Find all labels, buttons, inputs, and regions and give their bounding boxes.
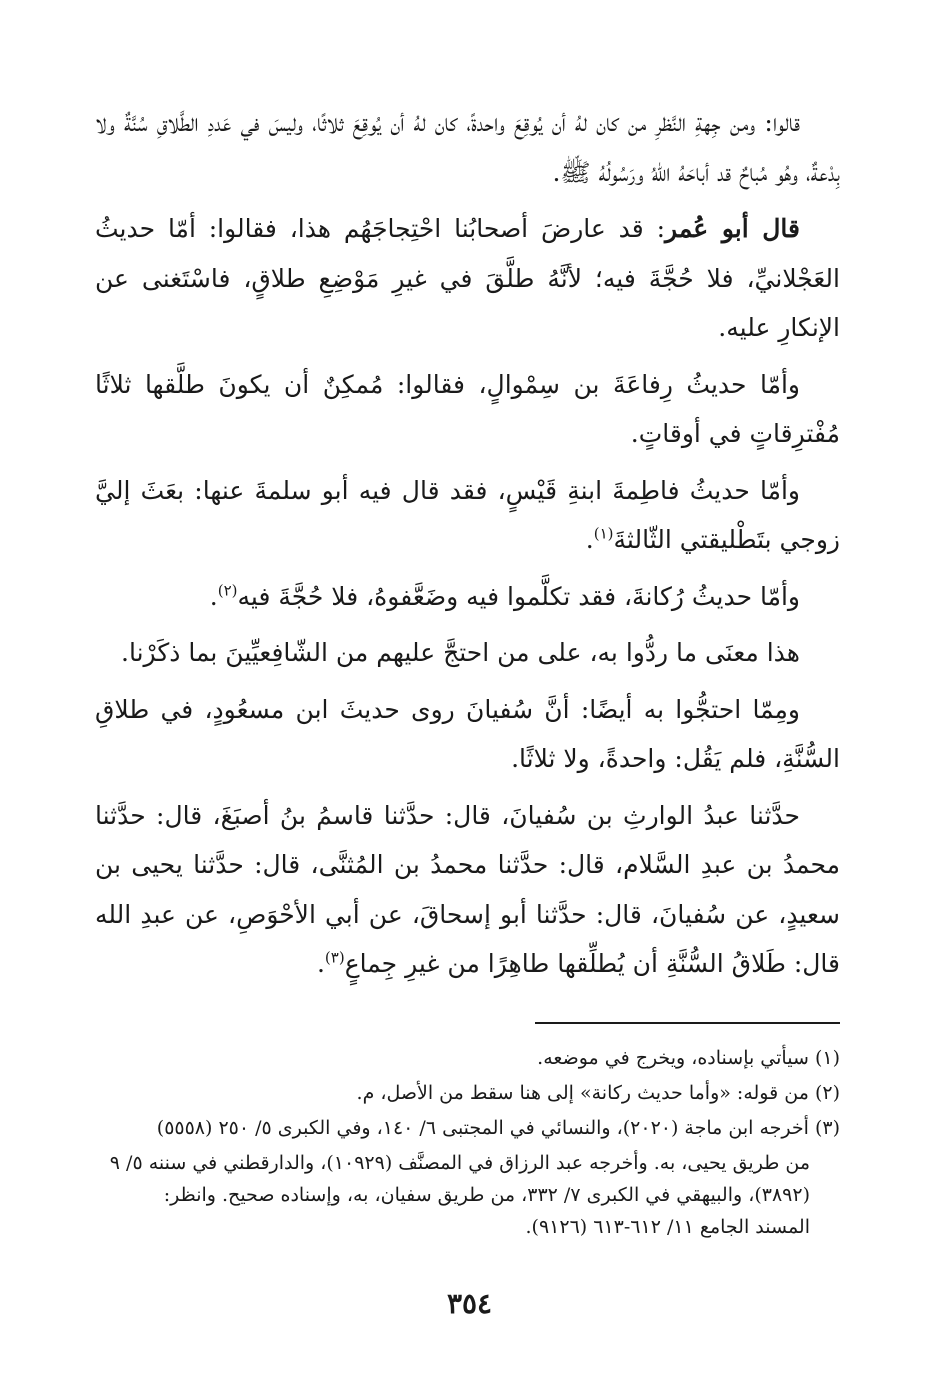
paragraph [95, 204, 840, 353]
footnote-reference: (٣) [324, 948, 345, 967]
paragraph-text: وأمّا حديثُ رُكانةَ، فقد تكلَّموا فيه وضَعَّفوهُ، فلا حُجَّةَ فيه [237, 581, 800, 611]
paragraph [95, 466, 840, 565]
sentence-end: . [316, 949, 325, 978]
footnote-number: (٢) [814, 1082, 840, 1104]
footnotes [95, 1042, 840, 1243]
paragraph-text: وأمّا حديثُ رِفاعَةَ بن سِمْوالٍ، فقالوا: مُمكِنٌ أن يكونَ طلَّقها ثلاثًا مُفْترِقاتٍ في أوقاتٍ. [95, 369, 840, 448]
paragraph [95, 572, 840, 622]
footnote [95, 1112, 840, 1144]
footnote-reference: (١) [593, 524, 614, 543]
paragraph [95, 360, 840, 459]
paragraph [95, 628, 840, 678]
footnote-number: (٣) [814, 1117, 840, 1139]
speaker-lead: قال أبو عُمر [665, 214, 800, 243]
paragraph-text: حدَّثنا عبدُ الوارثِ بن سُفيانَ، قال: حدَّثنا قاسمُ بنُ أصبَغَ، قال: حدَّثنا محمدُ بن عبدِ السَّلام، قال: حدَّثنا محمدُ بن المُثنَّى، قال: حدَّثنا يحيى بن سعيدٍ، عن سُفيانَ، قال: حدَّثنا أبو إسحاقَ، عن أبي الأحْوَصِ، عن عبدِ الله قال: طَلاقُ السُّنَّةِ أن يُطلِّقها طاهِرًا من غيرِ جِماعٍ [95, 800, 840, 978]
paragraph-text: ومِمّا احتجُّوا به أيضًا: أنَّ سُفيانَ روى حديثَ ابن مسعُودٍ، في طلاقِ السُّنَّةِ، فلم يَقُل: واحدةً، ولا ثلاثًا. [95, 694, 840, 773]
footnote [95, 1077, 840, 1109]
main-text [95, 98, 840, 989]
footnote-number: (١) [814, 1047, 840, 1069]
footnote-text: من قوله: «وأما حديث ركانة» إلى هنا سقط من الأصل، م. [356, 1082, 809, 1104]
footnote-separator [535, 1022, 840, 1024]
footnote-continuation: من طريق يحيى، به. وأخرجه عبد الرزاق في المصنَّف (١٠٩٢٩)، والدارقطني في سننه ٥/ ٩ [109, 1152, 810, 1174]
footnote-text: أخرجه ابن ماجة (٢٠٢٠)، والنسائي في المجتبى ٦/ ١٤٠، وفي الكبرى ٥/ ٢٥٠ (٥٥٥٨) [156, 1117, 809, 1139]
page-number: ٣٥٤ [446, 1287, 493, 1320]
paragraph [95, 685, 840, 784]
footnote-text: سيأتي بإسناده، ويخرج في موضعه. [537, 1047, 809, 1069]
paragraph [95, 791, 840, 989]
footnote-continuation: (٣٨٩٢)، والبيهقي في الكبرى ٧/ ٣٣٢، من طريق سفيان، به، وإسناده صحيح. وانظر: [163, 1184, 810, 1206]
page-body [95, 98, 840, 996]
paragraph-text: قالوا: ومن جِهةِ النَّظرِ من كان لهُ أن يُوقِعَ واحدةً، كان لهُ أن يُوقِعَ ثلاثًا، وليسَ في عَددِ الطَّلاقِ سُنَّةٌ ولا بِدْعةٌ، وهُو مُباحٌ قد أباحَهُ اللهُ ورَسُولُهُ ﷺ. [95, 108, 840, 187]
paragraph-text: هذا معنَى ما ردُّوا به، على من احتجَّ عليهم من الشّافِعيِّينَ بما ذكَرْنا. [121, 638, 800, 667]
paragraph-text: : قد عارضَ أصحابُنا احْتِجاجَهُم هذا، فقالوا: أمّا حديثُ العَجْلانيِّ، فلا حُجَّةَ فيه؛ لأنَّهُ طلَّقَ في غيرِ مَوْضِعِ طلاقٍ، فاسْتَغنى عن الإنكارِ عليه. [95, 214, 840, 342]
footnote-reference: (٢) [217, 581, 238, 600]
sentence-end: . [585, 525, 594, 554]
footnote-continuation: المسند الجامع ١١/ ٦١٢-٦١٣ (٩١٢٦). [525, 1216, 810, 1238]
paragraph-text: وأمّا حديثُ فاطِمةَ ابنةِ قَيْسٍ، فقد قال فيه أبو سلمةَ عنها: بعَثَ إليَّ زوجي بتَطْليقتي الثّالثةَ [95, 475, 840, 554]
paragraph [95, 98, 840, 197]
sentence-end: . [209, 581, 218, 611]
footnote [95, 1042, 840, 1074]
